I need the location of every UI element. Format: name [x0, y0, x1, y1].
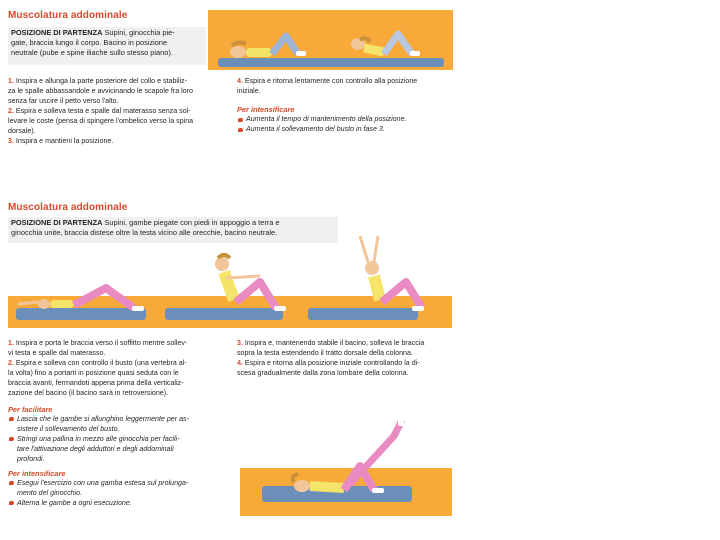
step-2: 2. Espira e solleva testa e spalle dal materasso senza sol- — [8, 106, 191, 115]
section2-steps-right — [237, 339, 459, 379]
step-1: 1. Inspira e allunga la parte posteriore del collo e stabiliz- — [8, 77, 188, 85]
position-line: Supini, ginocchia pie- — [104, 28, 175, 37]
position-label: POSIZIONE DI PARTENZA — [11, 28, 103, 37]
section1-title: Muscolatura addominale — [8, 10, 128, 21]
step-3: 3. Inspira e mantieni la posizione. — [8, 136, 114, 145]
step-2-line: levare le coste (pensa di spingere l'ombelico verso la spina — [8, 116, 194, 125]
step-1-line: vi testa e spalle dal materasso. — [8, 348, 106, 357]
position-line: Supini, gambe piegate con piedi in appoggio a terra e — [104, 218, 280, 227]
single-leg-variation-photo — [240, 410, 452, 516]
facilitate-heading: Per facilitare — [8, 404, 53, 414]
position-label: POSIZIONE DI PARTENZA — [11, 218, 103, 227]
step-1: 1. Inspira e porta le braccia verso il soffitto mentre sollev- — [8, 339, 188, 347]
intensify-heading: Per intensificare — [8, 468, 66, 478]
step-3: 3. Inspira e, mantenendo stabile il bacino, solleva le braccia — [237, 339, 425, 347]
facilitate-item: Lascia che le gambe si allunghino leggermente per as- sistere il sollevamento del busto. — [8, 415, 230, 435]
section2-steps-left — [8, 339, 230, 509]
section1-steps-right — [237, 77, 457, 135]
step-2-line: braccia avanti, fermandoti appena prima della verticaliz- — [8, 378, 184, 387]
section2-title: Muscolatura addominale — [8, 202, 128, 213]
position-line: gate, braccia lungo il corpo. Bacino in posizione — [11, 37, 168, 47]
intensify-item: Esegui l'esercizio con una gamba estesa sul prolunga- mento del ginocchio. — [8, 479, 230, 499]
intensify-item: Aumenta il sollevamento del busto in fase 3. — [237, 125, 457, 135]
exercise-mat — [218, 58, 444, 67]
section1-steps-left — [8, 77, 230, 146]
step-1-line: senza far uscire il petto verso l'alto. — [8, 96, 119, 105]
intensify-item: Alterna le gambe a ogni esecuzione. — [8, 499, 230, 509]
intensify-heading: Per intensificare — [237, 104, 295, 114]
exercise-illustration — [240, 410, 452, 516]
position-line: ginocchia unite, braccia distese oltre la testa vicino alle orecchie, bacino neutrale. — [11, 227, 278, 237]
step-4: 4. Espira e ritorna lentamente con controllo alla posizione — [237, 77, 418, 85]
step-2-line: dorsale). — [8, 126, 36, 135]
step-2-line: zazione del bacino (il bacino sarà in retroversione). — [8, 388, 169, 397]
step-2-line: la volta) fino a portarti in posizione quasi seduta con le — [8, 368, 179, 377]
position-line: neutrale (pube e spine iliache sullo stesso piano). — [11, 47, 173, 57]
step-3-line: sopra la testa estendendo il tratto dorsale della colonna. — [237, 348, 413, 357]
intensify-item: Aumenta il tempo di mantenimento della posizione. — [237, 115, 457, 125]
facilitate-item: Stringi una pallina in mezzo alle ginocchia per facili- tare l'attivazione degli adduttori e degli addominali profondi. — [8, 435, 230, 465]
exercise-illustration — [8, 228, 452, 328]
step-4-line: scesa gradualmente dalla zona lombare della colonna. — [237, 368, 409, 377]
roll-up-sequence-photo — [8, 228, 452, 328]
step-2: 2. Espira e solleva con controllo il busto (una vertebra al- — [8, 358, 187, 367]
step-4-line: iniziale. — [237, 86, 261, 95]
step-1-line: za le spalle abbassandole e avvicinando le scapole fra loro — [8, 86, 193, 95]
step-4: 4. Espira e ritorna alla posizione iniziale controllando la di- — [237, 358, 420, 367]
section1-starting-position — [8, 27, 206, 65]
crunch-start-photo — [208, 10, 453, 70]
